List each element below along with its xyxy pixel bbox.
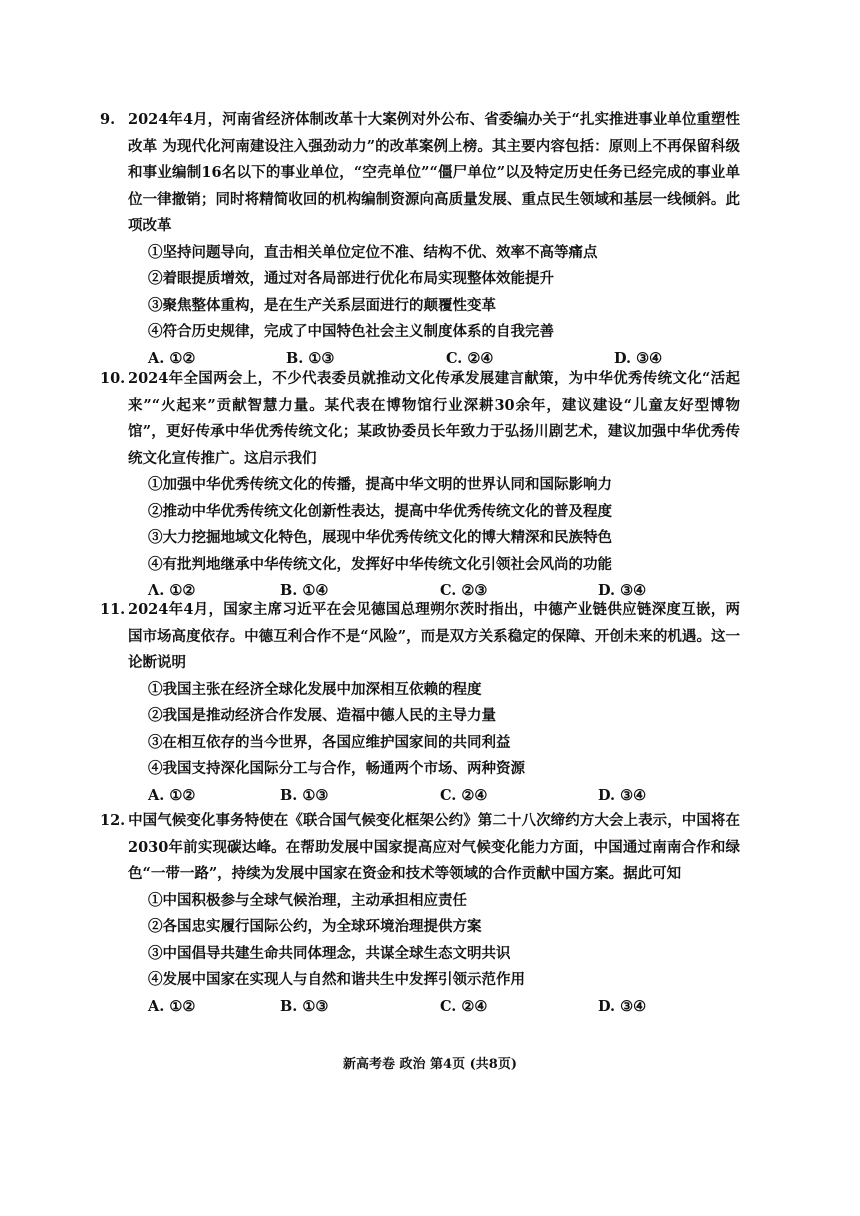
statement-3: ③聚焦整体重构，是在生产关系层面进行的颠覆性变革 — [148, 296, 496, 314]
statement-3: ③在相互依存的当今世界，各国应维护国家间的共同利益 — [148, 733, 511, 751]
statement-1: ①坚持问题导向，直击相关单位定位不准、结构不优、效率不高等痛点 — [148, 243, 598, 261]
statement-4: ④符合历史规律，完成了中国特色社会主义制度体系的自我完善 — [148, 323, 554, 340]
statement-3: ③大力挖掘地域文化特色，展现中华优秀传统文化的博大精深和民族特色 — [148, 529, 612, 546]
question-number: 9. — [100, 111, 116, 128]
question-11 — [100, 597, 740, 809]
option-c[interactable]: C. ②④ — [440, 786, 488, 804]
question-stem — [100, 366, 740, 472]
option-b[interactable]: B. ①④ — [280, 582, 329, 599]
option-b[interactable]: B. ①③ — [286, 349, 335, 367]
statement-2: ②我国是推动经济合作发展、造福中德人民的主导力量 — [148, 707, 496, 724]
question-number: 11. — [100, 601, 126, 618]
question-text: 2024年4月，河南省经济体制改革十大案例对外公布、省委编办关于“扎实推进事业单位重塑性改革 为现代化河南建设注入强劲动力”的改革案例上榜。其主要内容包括：原则上不再保留科级和事业编制16名以下的事业单位，“空壳单位”“僵尸单位”以及特定历史任务已经完成的事业单位一律撤销；同时将精简收回的机构编制资源向高质量发展、重点民生领域和基层一线倾斜。此项改革 — [128, 111, 740, 234]
question-number: 10. — [100, 370, 126, 387]
option-a[interactable]: A. ①② — [148, 786, 196, 804]
option-d[interactable]: D. ③④ — [598, 582, 647, 599]
question-text: 2024年全国两会上，不少代表委员就推动文化传承发展建言献策，为中华优秀传统文化“活起来”“火起来”贡献智慧力量。某代表在博物馆行业深耕30余年，建议建设“儿童友好型博物馆”，更好传承中华优秀传统文化；某政协委员长年致力于弘扬川剧艺术，建议加强中华优秀传统文化宣传推广。这启示我们 — [128, 370, 740, 467]
option-d[interactable]: D. ③④ — [598, 997, 647, 1015]
option-a[interactable]: A. ①② — [148, 349, 196, 367]
option-d[interactable]: D. ③④ — [614, 349, 663, 367]
question-12 — [100, 808, 740, 1020]
answer-options — [148, 994, 740, 1021]
statement-3: ③中国倡导共建生命共同体理念，共谋全球生态文明共识 — [148, 944, 511, 962]
statement-2: ②着眼提质增效，通过对各局部进行优化布局实现整体效能提升 — [148, 270, 554, 287]
question-stem — [100, 808, 740, 888]
option-b[interactable]: B. ①③ — [280, 786, 329, 804]
question-9 — [100, 107, 740, 372]
option-a[interactable]: A. ①② — [148, 997, 196, 1015]
option-b[interactable]: B. ①③ — [280, 997, 329, 1015]
page-footer: 新高考卷 政治 第4页 (共8页) — [343, 1057, 517, 1072]
statement-4: ④我国支持深化国际分工与合作，畅通两个市场、两种资源 — [148, 760, 525, 777]
question-stem — [100, 107, 740, 240]
question-stem — [100, 597, 740, 677]
question-number: 12. — [100, 812, 126, 829]
statement-1: ①加强中华优秀传统文化的传播，提高中华文明的世界认同和国际影响力 — [148, 476, 612, 493]
statement-4: ④发展中国家在实现人与自然和谐共生中发挥引领示范作用 — [148, 971, 525, 988]
answer-options — [148, 783, 740, 810]
statement-2: ②各国忠实履行国际公约，为全球环境治理提供方案 — [148, 918, 482, 935]
option-c[interactable]: C. ②④ — [446, 349, 494, 367]
option-c[interactable]: C. ②④ — [440, 997, 488, 1015]
statement-4: ④有批判地继承中华传统文化，发挥好中华传统文化引领社会风尚的功能 — [148, 555, 612, 573]
statement-2: ②推动中华优秀传统文化创新性表达，提高中华优秀传统文化的普及程度 — [148, 502, 612, 520]
option-a[interactable]: Λ. ①② — [148, 582, 196, 599]
question-text: 中国气候变化事务特使在《联合国气候变化框架公约》第二十八次缔约方大会上表示，中国将在 2030年前实现碳达峰。在帮助发展中国家提高应对气候变化能力方面，中国通过南南合作和绿色“一带一路”，持续为发展中国家在资金和技术等领域的合作贡献中国方案。据此可知 — [128, 812, 740, 882]
option-c[interactable]: C. ②③ — [440, 582, 488, 599]
statement-1: ①中国积极参与全球气候治理，主动承担相应责任 — [148, 891, 467, 909]
question-text: 2024年4月，国家主席习近平在会见德国总理朔尔茨时指出，中德产业链供应链深度互嵌，两国市场高度依存。中德互利合作不是“风险”，而是双方关系稳定的保障、开创未来的机遇。这一论断说明 — [128, 601, 740, 671]
question-10 — [100, 366, 740, 605]
option-d[interactable]: D. ③④ — [598, 786, 647, 804]
statement-1: ①我国主张在经济全球化发展中加深相互依赖的程度 — [148, 680, 482, 698]
